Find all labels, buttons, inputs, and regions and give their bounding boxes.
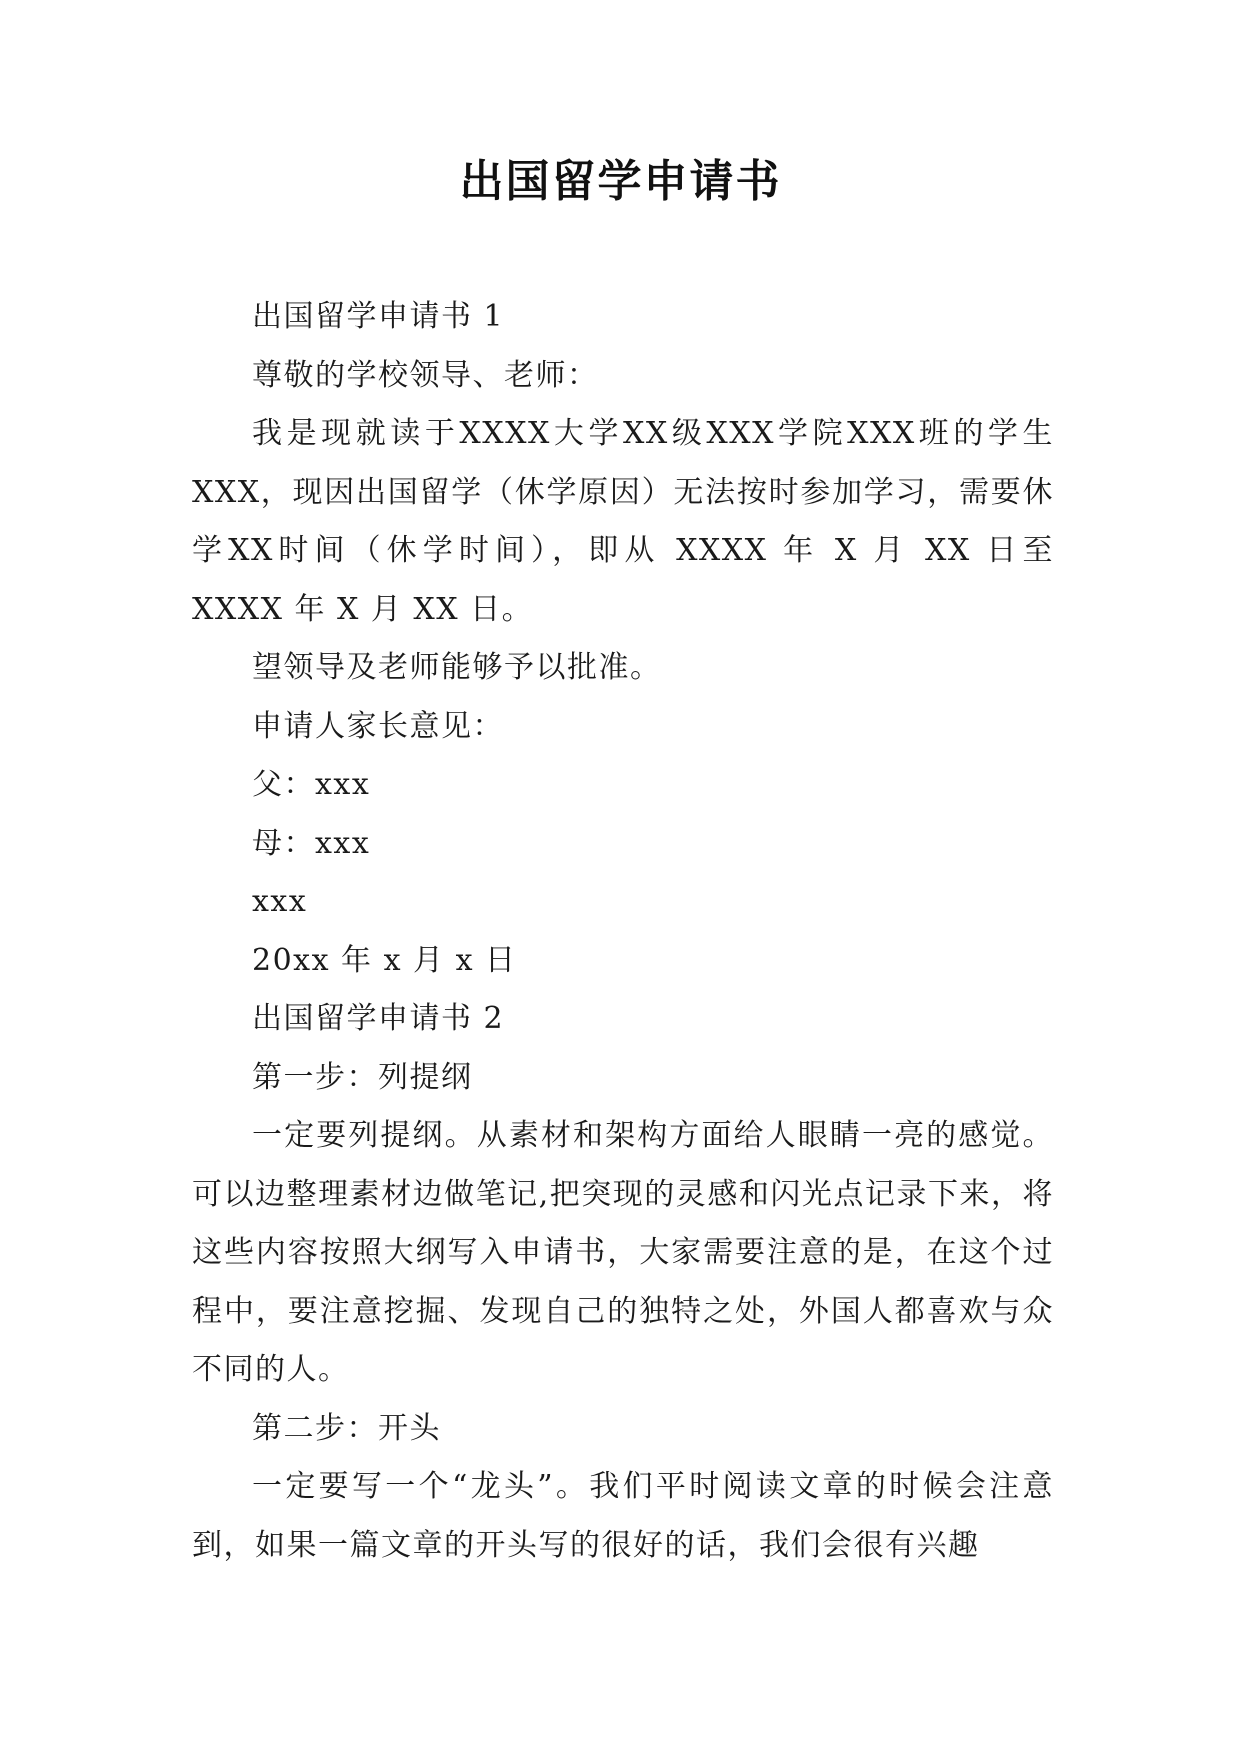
document-body (192, 288, 1054, 1575)
step-heading-1: 第一步：列提纲 (252, 1059, 473, 1095)
section-heading-2: 出国留学申请书 2 (252, 1001, 505, 1036)
salutation: 尊敬的学校领导、老师： (252, 357, 599, 393)
father-line: 父：xxx (252, 767, 371, 802)
body-paragraph: 我是现就读于XXXX大学XX级XXX学院XXX班的学生XXX，现因出国留学（休学原因）无法按时参加学习，需要休学XX时间（休学时间），即从 XXXX 年 X 月 XX 日至 XXXX 年 X 月 XX 日。 (192, 416, 1054, 627)
body-paragraph: 一定要列提纲。从素材和架构方面给人眼睛一亮的感觉。可以边整理素材边做笔记,把突现的灵感和闪光点记录下来，将这些内容按照大纲写入申请书，大家需要注意的是，在这个过程中，要注意挖掘、发现自己的独特之处，外国人都喜欢与众不同的人。 (192, 1118, 1054, 1387)
parent-opinion-label: 申请人家长意见： (252, 708, 504, 744)
mother-line: 母：xxx (252, 825, 371, 861)
step-heading-2: 第二步：开头 (252, 1410, 441, 1446)
document-title: 出国留学申请书 (459, 156, 782, 207)
signature-line: xxx (252, 884, 308, 919)
date-line: 20xx 年 x 月 x 日 (252, 942, 517, 978)
request-line: 望领导及老师能够予以批准。 (252, 650, 662, 685)
body-paragraph: 一定要写一个“龙头”。我们平时阅读文章的时候会注意到，如果一篇文章的开头写的很好的话，我们会很有兴趣 (192, 1469, 1054, 1563)
section-heading-1: 出国留学申请书 1 (252, 299, 505, 334)
